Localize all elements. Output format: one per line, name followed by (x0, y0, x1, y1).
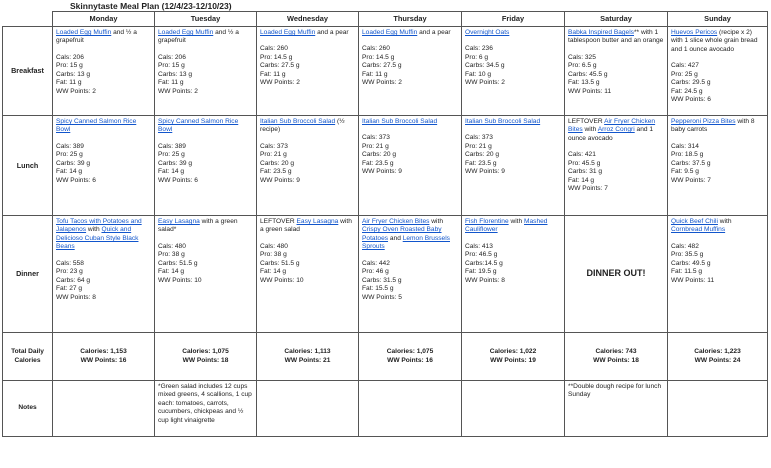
meal-text: with (717, 218, 732, 225)
nutrition-line: Pro: 25 g (56, 151, 83, 159)
recipe-link[interactable]: Spicy Canned Salmon Rice Bowl (56, 118, 137, 134)
recipe-link[interactable]: Loaded Egg Muffin (362, 29, 418, 36)
recipe-link[interactable]: Mashed Cauliflower (465, 218, 548, 234)
meal-text: with a green salad* (158, 218, 238, 234)
meal-plan-table (2, 11, 768, 437)
daily-points: WW Points: 16 (80, 356, 127, 364)
nutrition-line: Pro: 46.5 g (465, 251, 498, 259)
nutrition-line: Pro: 18.5 g (671, 151, 704, 159)
note-cell (359, 381, 462, 437)
nutrition-line: WW Points: 11 (568, 87, 612, 95)
dinner-out-label: DINNER OUT! (565, 216, 668, 333)
nutrition-line: Carbs: 51.5 g (158, 259, 198, 267)
meal-text: with (582, 126, 598, 134)
day-header: Saturday (565, 12, 668, 27)
recipe-link[interactable]: Loaded Egg Muffin (56, 29, 112, 36)
breakfast-cell (155, 27, 257, 116)
breakfast-row (3, 27, 768, 116)
nutrition-line: Fat: 11 g (260, 70, 286, 78)
row-label-lunch: Lunch (3, 116, 53, 216)
nutrition-line: Cals: 480 (158, 242, 186, 250)
nutrition-line: WW Points: 9 (465, 168, 505, 176)
nutrition-line: Cals: 373 (362, 134, 390, 142)
daily-total-cell (155, 333, 257, 381)
nutrition-line: Pro: 15 g (56, 62, 83, 70)
daily-calories: Calories: 1,223 (694, 348, 741, 356)
day-header: Friday (462, 12, 565, 27)
nutrition-line: Carbs: 13 g (158, 70, 193, 78)
meal-text: LEFTOVER (260, 218, 297, 225)
meal-description (158, 29, 253, 46)
nutrition-line: Cals: 421 (568, 151, 596, 159)
daily-total-cell (565, 333, 668, 381)
nutrition-line: WW Points: 9 (362, 168, 402, 176)
meal-text: (recipe x 2) with 1 slice whole grain bread and 1 ounce avocado (671, 29, 758, 53)
daily-points: WW Points: 21 (284, 356, 331, 364)
meal-text: with (86, 226, 102, 234)
meal-text: with 8 baby carrots (671, 118, 755, 134)
meal-text: and ½ a grapefruit (158, 29, 239, 45)
recipe-link[interactable]: Crispy Oven Roasted Baby Potatoes (362, 226, 442, 242)
meal-text: (½ recipe) (260, 118, 345, 134)
lunch-cell (565, 116, 668, 216)
recipe-link[interactable]: Quick and Delicioso Cuban Style Black Beans (56, 226, 139, 251)
row-label-breakfast: Breakfast (3, 27, 53, 116)
recipe-link[interactable]: Huevos Pericos (671, 29, 718, 36)
nutrition-line: Fat: 27 g (56, 285, 83, 293)
meal-description (260, 29, 355, 37)
nutrition-line: Fat: 11 g (362, 70, 388, 78)
nutrition-line: Cals: 558 (56, 259, 84, 267)
nutrition-line: Carbs: 49.5 g (671, 259, 711, 267)
nutrition-line: Cals: 325 (568, 53, 596, 61)
nutrition-line: Fat: 23.5 g (465, 159, 497, 167)
note-cell: **Double dough recipe for lunch Sunday (565, 381, 668, 437)
meal-description (158, 218, 253, 235)
nutrition-line: Cals: 442 (362, 259, 390, 267)
nutrition-line: Cals: 206 (56, 53, 84, 61)
nutrition-line: WW Points: 7 (671, 176, 711, 184)
nutrition-line: WW Points: 6 (671, 96, 711, 104)
nutrition-line: Carbs: 29.5 g (671, 79, 711, 87)
note-cell (257, 381, 359, 437)
dinner-cell (668, 216, 768, 333)
daily-total-cell (53, 333, 155, 381)
row-label-dinner: Dinner (3, 216, 53, 333)
note-cell (53, 381, 155, 437)
note-cell: *Green salad includes 12 cups mixed greens, 4 scallions, 1 cup each: tomatoes, carrots, cucumbers, chickpeas and ½ cup light vinaigrette (155, 381, 257, 437)
nutrition-line: Carbs: 51.5 g (260, 259, 300, 267)
nutrition-line: Carbs: 45.5 g (568, 70, 608, 78)
nutrition-line: Pro: 21 g (260, 151, 287, 159)
recipe-link[interactable]: Tofu Tacos with Potatoes and Jalapenos (56, 218, 142, 234)
nutrition-line: Cals: 389 (56, 142, 84, 150)
dinner-cell (155, 216, 257, 333)
note-cell (462, 381, 565, 437)
nutrition-line: Pro: 14.5 g (260, 53, 293, 61)
recipe-link[interactable]: Easy Lasagna (158, 218, 200, 225)
nutrition-line: Pro: 38 g (158, 251, 185, 259)
recipe-link[interactable]: Pepperoni Pizza Bites (671, 118, 736, 125)
nutrition-line: Cals: 480 (260, 242, 288, 250)
nutrition-line: Pro: 46 g (362, 268, 389, 276)
nutrition-line: Pro: 21 g (465, 142, 492, 150)
recipe-link[interactable]: Italian Sub Broccoli Salad (465, 118, 541, 125)
dinner-cell (359, 216, 462, 333)
breakfast-cell (462, 27, 565, 116)
recipe-link[interactable]: Air Fryer Chicken Bites (568, 118, 656, 134)
nutrition-line: Fat: 10 g (465, 70, 492, 78)
notes-row (3, 381, 768, 437)
corner-cell (3, 12, 53, 27)
nutrition-line: Cals: 427 (671, 62, 699, 70)
recipe-link[interactable]: Quick Beef Chili (671, 218, 718, 225)
recipe-link[interactable]: Loaded Egg Muffin (158, 29, 214, 36)
daily-points: WW Points: 19 (490, 356, 536, 364)
lunch-cell (53, 116, 155, 216)
page-title: Skinnytaste Meal Plan (12/4/23-12/10/23) (70, 1, 232, 11)
recipe-link[interactable]: Easy Lasagna (296, 218, 339, 225)
note-cell (668, 381, 768, 437)
meal-text: and ½ a grapefruit (56, 29, 137, 45)
lunch-cell (462, 116, 565, 216)
nutrition-line: Cals: 373 (260, 142, 288, 150)
nutrition-line: Carbs:14.5 g (465, 259, 503, 267)
recipe-link[interactable]: Babka Inspired Bagels (568, 29, 634, 36)
nutrition-line: WW Points: 8 (56, 293, 96, 301)
meal-text: and a pear (315, 29, 349, 36)
nutrition-line: Pro: 35.5 g (671, 251, 704, 259)
nutrition-line: Pro: 15 g (158, 62, 185, 70)
daily-total-cell (462, 333, 565, 381)
meal-description (56, 218, 151, 252)
meal-text: ** with 1 tablespoon butter and an orange (568, 29, 664, 45)
nutrition-line: Pro: 6 g (465, 53, 489, 61)
meal-description (465, 118, 561, 126)
meal-description (362, 118, 458, 126)
nutrition-line: Carbs: 31 g (568, 168, 603, 176)
daily-calories: Calories: 1,153 (80, 348, 127, 356)
meal-text: with (508, 218, 525, 225)
meal-text: with (429, 218, 443, 225)
recipe-link[interactable]: Fish Florentine (465, 218, 509, 225)
nutrition-line: Fat: 11.5 g (671, 268, 703, 276)
meal-text: and 1 ounce avocado (568, 126, 654, 142)
meal-description (671, 118, 764, 135)
nutrition-line: WW Points: 11 (671, 276, 715, 284)
daily-points: WW Points: 16 (387, 356, 433, 364)
meal-description (362, 218, 458, 252)
daily-points: WW Points: 18 (593, 356, 639, 364)
recipe-link[interactable]: Italian Sub Broccoli Salad (362, 118, 438, 125)
nutrition-line: WW Points: 2 (56, 87, 96, 95)
nutrition-line: Fat: 15.5 g (362, 285, 394, 293)
meal-description (465, 29, 561, 37)
meal-description (56, 118, 151, 135)
daily-calories: Calories: 1,075 (386, 348, 434, 356)
recipe-link[interactable]: Loaded Egg Muffin (260, 29, 316, 36)
nutrition-line: Carbs: 27.5 g (260, 62, 300, 70)
nutrition-line: WW Points: 8 (465, 276, 505, 284)
meal-text: and (388, 234, 403, 242)
nutrition-line: Carbs: 37.5 g (671, 159, 711, 167)
nutrition-line: Carbs: 39 g (56, 159, 91, 167)
day-header: Monday (53, 12, 155, 27)
day-header: Thursday (359, 12, 462, 27)
meal-description (362, 29, 458, 37)
recipe-link[interactable]: Lemon Brussels Sprouts (362, 234, 450, 251)
daily-total-cell (668, 333, 768, 381)
meal-description (568, 118, 664, 143)
nutrition-line: WW Points: 2 (465, 79, 505, 87)
day-header: Tuesday (155, 12, 257, 27)
day-header-row (3, 12, 768, 27)
lunch-cell (668, 116, 768, 216)
nutrition-line: Cals: 206 (158, 53, 186, 61)
nutrition-line: Cals: 389 (158, 142, 186, 150)
lunch-cell (257, 116, 359, 216)
lunch-cell (155, 116, 257, 216)
nutrition-line: Fat: 19.5 g (465, 268, 497, 276)
breakfast-cell (359, 27, 462, 116)
recipe-link[interactable]: Spicy Canned Salmon Rice Bowl (158, 118, 239, 134)
meal-description (260, 218, 355, 235)
nutrition-line: Carbs: 20 g (260, 159, 295, 167)
totals-row (3, 333, 768, 381)
meal-text: with a green salad (260, 218, 352, 234)
recipe-link[interactable]: Arroz Congri (597, 126, 635, 134)
nutrition-line: Cals: 260 (362, 45, 390, 53)
meal-description (568, 29, 664, 46)
daily-total-cell (257, 333, 359, 381)
recipe-link[interactable]: Cornbread Muffins (671, 226, 726, 234)
row-label-totals: Total Daily Calories (3, 333, 53, 381)
nutrition-line: Fat: 24.5 g (671, 87, 703, 95)
daily-total-cell (359, 333, 462, 381)
day-header: Sunday (668, 12, 768, 27)
breakfast-cell (565, 27, 668, 116)
nutrition-line: WW Points: 10 (260, 276, 304, 284)
nutrition-line: Carbs: 13 g (56, 70, 91, 78)
nutrition-line: WW Points: 2 (362, 79, 402, 87)
dinner-row (3, 216, 768, 333)
daily-calories: Calories: 1,075 (182, 348, 229, 356)
nutrition-line: Pro: 21 g (362, 142, 389, 150)
nutrition-line: WW Points: 6 (158, 176, 198, 184)
meal-text: LEFTOVER (568, 118, 605, 125)
breakfast-cell (668, 27, 768, 116)
lunch-row (3, 116, 768, 216)
breakfast-cell (257, 27, 359, 116)
nutrition-line: Cals: 482 (671, 242, 699, 250)
nutrition-line: WW Points: 6 (56, 176, 96, 184)
dinner-cell (257, 216, 359, 333)
day-header: Wednesday (257, 12, 359, 27)
nutrition-line: WW Points: 2 (260, 79, 300, 87)
nutrition-line: Pro: 14.5 g (362, 53, 395, 61)
daily-calories: Calories: 1,022 (489, 348, 537, 356)
dinner-cell (462, 216, 565, 333)
daily-calories: Calories: 1,113 (284, 348, 331, 356)
nutrition-line: Fat: 14 g (56, 168, 83, 176)
nutrition-line: WW Points: 10 (158, 276, 202, 284)
recipe-link[interactable]: Air Fryer Chicken Bites (362, 218, 430, 225)
daily-points: WW Points: 18 (182, 356, 229, 364)
nutrition-line: Fat: 9.5 g (671, 168, 699, 176)
nutrition-line: Pro: 38 g (260, 251, 287, 259)
nutrition-line: Fat: 11 g (158, 79, 184, 87)
nutrition-line: Fat: 23.5 g (362, 159, 394, 167)
meal-description (158, 118, 253, 135)
nutrition-line: Carbs: 31.5 g (362, 276, 402, 284)
nutrition-line: Cals: 260 (260, 45, 288, 53)
daily-calories: Calories: 743 (595, 348, 637, 356)
nutrition-line: Fat: 14 g (158, 168, 185, 176)
nutrition-line: Pro: 23 g (56, 268, 83, 276)
nutrition-line: WW Points: 7 (568, 185, 608, 193)
nutrition-line: WW Points: 9 (260, 176, 300, 184)
nutrition-line: Cals: 373 (465, 134, 493, 142)
meal-description (260, 118, 355, 135)
nutrition-line: WW Points: 5 (362, 293, 402, 301)
nutrition-line: Fat: 14 g (158, 268, 185, 276)
nutrition-line: Cals: 413 (465, 242, 493, 250)
nutrition-line: Fat: 14 g (568, 176, 595, 184)
lunch-cell (359, 116, 462, 216)
nutrition-line: Fat: 23.5 g (260, 168, 292, 176)
nutrition-line: Fat: 11 g (56, 79, 82, 87)
nutrition-line: Carbs: 20 g (465, 151, 500, 159)
nutrition-line: Carbs: 64 g (56, 276, 91, 284)
meal-description (56, 29, 151, 46)
daily-points: WW Points: 24 (694, 356, 741, 364)
nutrition-line: Pro: 25 g (158, 151, 185, 159)
dinner-cell (53, 216, 155, 333)
meal-description (671, 29, 764, 54)
breakfast-cell (53, 27, 155, 116)
nutrition-line: Pro: 25 g (671, 70, 698, 78)
nutrition-line: Pro: 45.5 g (568, 159, 601, 167)
nutrition-line: Cals: 314 (671, 142, 699, 150)
nutrition-line: Carbs: 34.5 g (465, 62, 505, 70)
nutrition-line: Carbs: 39 g (158, 159, 193, 167)
nutrition-line: Cals: 236 (465, 45, 493, 53)
nutrition-line: Carbs: 20 g (362, 151, 397, 159)
nutrition-line: Pro: 6.5 g (568, 62, 597, 70)
nutrition-line: Fat: 13.5 g (568, 79, 600, 87)
recipe-link[interactable]: Italian Sub Broccoli Salad (260, 118, 336, 125)
recipe-link[interactable]: Overnight Oats (465, 29, 510, 36)
nutrition-line: Carbs: 27.5 g (362, 62, 402, 70)
row-label-notes: Notes (3, 381, 53, 437)
nutrition-line: Fat: 14 g (260, 268, 287, 276)
nutrition-line: WW Points: 2 (158, 87, 198, 95)
meal-description (465, 218, 561, 235)
meal-description (671, 218, 764, 235)
meal-text: and a pear (417, 29, 451, 36)
